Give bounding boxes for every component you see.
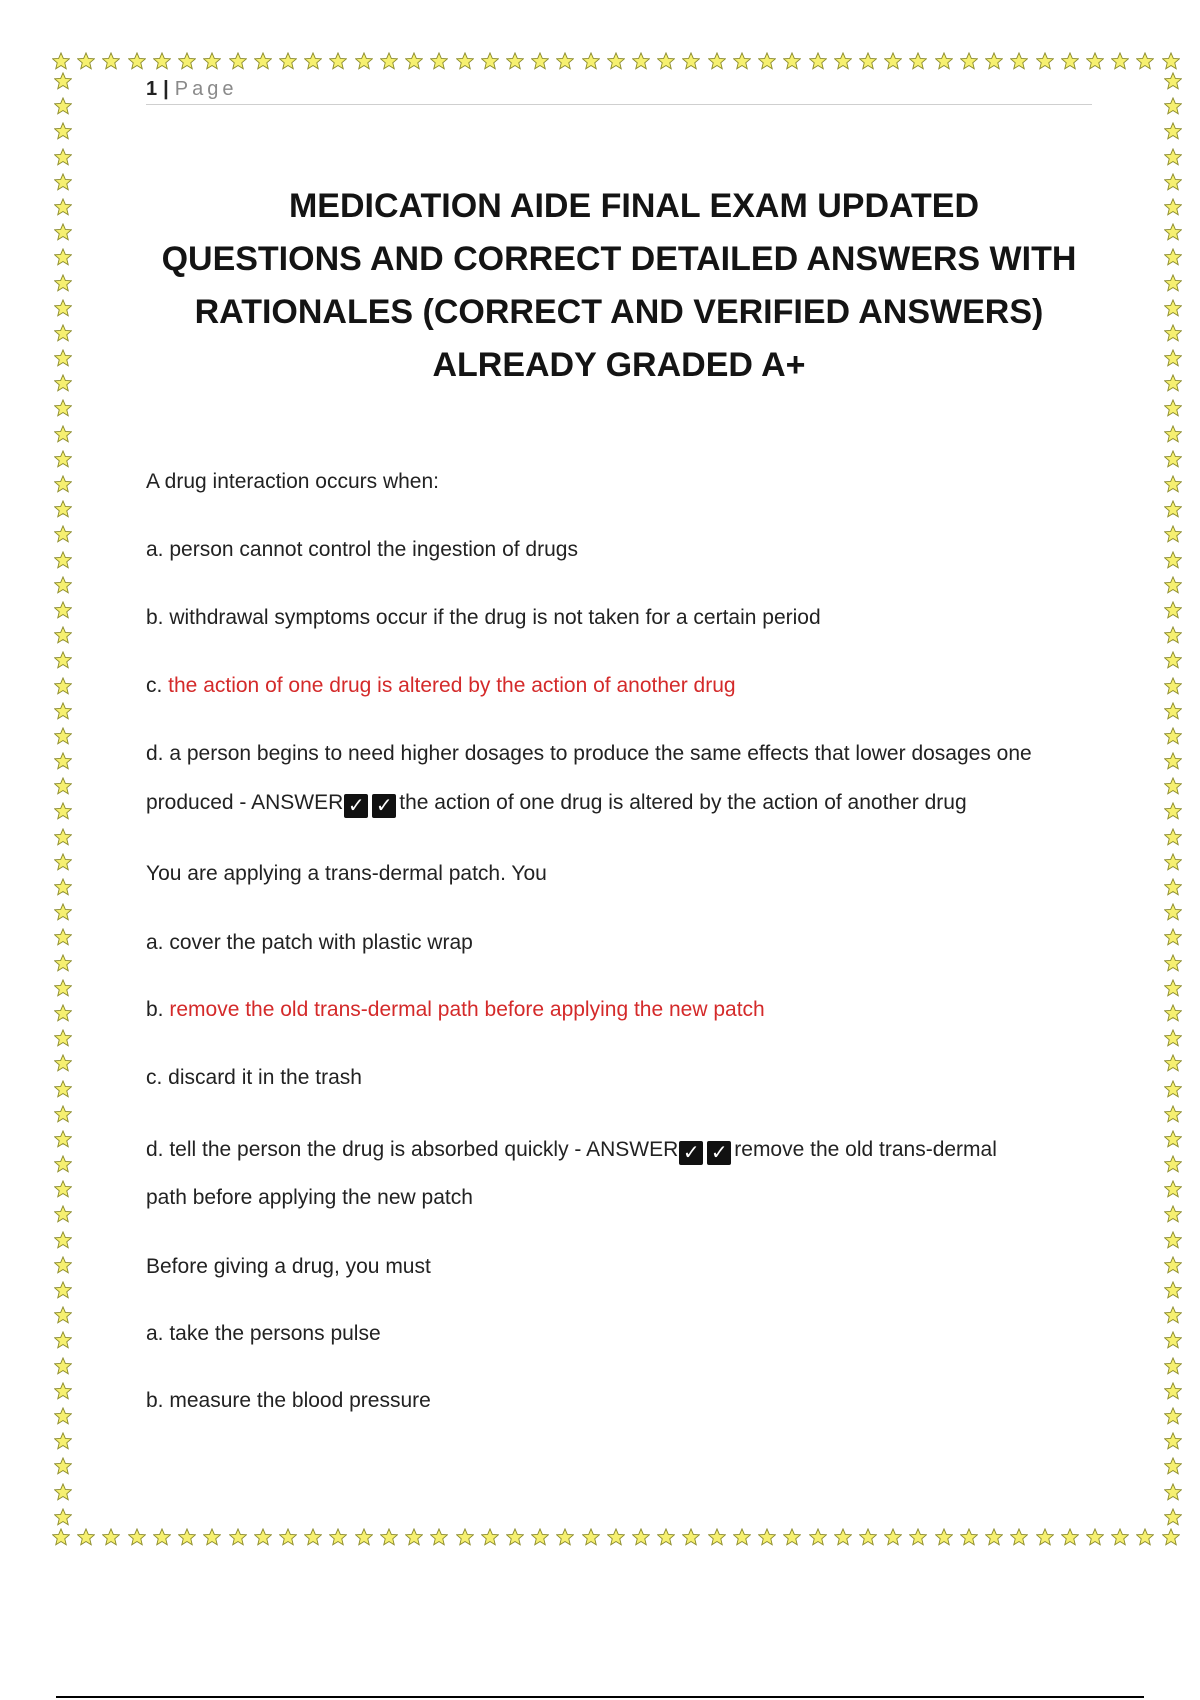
star-icon <box>54 702 72 720</box>
question-2-option-d <box>146 1126 1096 1174</box>
star-icon <box>859 52 877 70</box>
star-icon <box>582 52 600 70</box>
option-d-text: d. tell the person the drug is absorbed quickly - ANSWER <box>146 1138 679 1161</box>
star-icon <box>632 52 650 70</box>
star-icon <box>1164 399 1182 417</box>
star-icon <box>1164 979 1182 997</box>
star-icon <box>54 122 72 140</box>
star-icon <box>54 651 72 669</box>
star-icon <box>54 1080 72 1098</box>
star-icon <box>54 1483 72 1501</box>
star-icon <box>1164 677 1182 695</box>
page-bottom-rule <box>56 1696 1144 1698</box>
star-icon <box>355 1528 373 1546</box>
star-icon <box>54 1256 72 1274</box>
star-icon <box>1164 1306 1182 1324</box>
star-icon <box>1164 500 1182 518</box>
star-icon <box>329 1528 347 1546</box>
star-icon <box>1164 198 1182 216</box>
question-2-option-a: a. cover the patch with plastic wrap <box>146 931 473 954</box>
star-icon <box>1086 1528 1104 1546</box>
star-icon <box>178 52 196 70</box>
star-icon <box>1164 223 1182 241</box>
star-icon <box>1164 1382 1182 1400</box>
star-icon <box>54 475 72 493</box>
star-icon <box>1164 727 1182 745</box>
star-icon <box>54 626 72 644</box>
star-icon <box>1164 1155 1182 1173</box>
star-icon <box>607 1528 625 1546</box>
star-icon <box>809 1528 827 1546</box>
star-icon <box>102 1528 120 1546</box>
star-icon <box>1164 475 1182 493</box>
question-3-option-a: a. take the persons pulse <box>146 1322 381 1345</box>
page-separator: | <box>163 77 169 100</box>
title-line-1: MEDICATION AIDE FINAL EXAM UPDATED <box>288 187 980 225</box>
star-icon <box>1164 777 1182 795</box>
page-label: Page <box>174 77 238 100</box>
star-icon <box>733 52 751 70</box>
star-icon <box>54 551 72 569</box>
star-icon <box>1164 1432 1182 1450</box>
question-1-option-d: d. a person begins to need higher dosages to produce the same effects that lower dosages one <box>146 742 1032 765</box>
page-number: 1 <box>146 77 158 100</box>
star-icon <box>54 1231 72 1249</box>
star-icon <box>54 72 72 90</box>
star-icon <box>1164 1130 1182 1148</box>
star-icon <box>1136 52 1154 70</box>
star-icon <box>54 1306 72 1324</box>
question-3-option-b: b. measure the blood pressure <box>146 1389 431 1412</box>
star-icon <box>54 1357 72 1375</box>
star-icon <box>960 1528 978 1546</box>
option-prefix: b. <box>146 998 170 1021</box>
star-icon <box>54 248 72 266</box>
star-icon <box>54 601 72 619</box>
star-icon <box>1164 1357 1182 1375</box>
star-icon <box>682 1528 700 1546</box>
star-icon <box>54 802 72 820</box>
star-icon <box>54 1180 72 1198</box>
star-icon <box>1164 702 1182 720</box>
star-icon <box>279 52 297 70</box>
star-icon <box>607 52 625 70</box>
star-icon <box>54 324 72 342</box>
star-icon <box>1164 802 1182 820</box>
star-icon <box>54 1281 72 1299</box>
star-icon <box>834 1528 852 1546</box>
correct-option-text: the action of one drug is altered by the action of another drug <box>168 674 736 697</box>
star-icon <box>809 52 827 70</box>
star-icon <box>783 52 801 70</box>
question-1-option-b: b. withdrawal symptoms occur if the drug is not taken for a certain period <box>146 606 821 629</box>
star-icon <box>1164 1231 1182 1249</box>
star-icon <box>960 52 978 70</box>
star-icon <box>1164 576 1182 594</box>
checkmark-icon: ✓ <box>679 1141 703 1165</box>
star-icon <box>54 1105 72 1123</box>
star-icon <box>909 52 927 70</box>
star-icon <box>54 274 72 292</box>
star-icon <box>54 299 72 317</box>
star-icon <box>1164 525 1182 543</box>
answer-prefix: produced - ANSWER <box>146 791 344 814</box>
question-2-stem: You are applying a trans-dermal patch. You <box>146 862 547 885</box>
star-icon <box>1010 52 1028 70</box>
star-icon <box>1164 853 1182 871</box>
star-icon <box>54 425 72 443</box>
star-icon <box>682 52 700 70</box>
question-1-answer <box>146 779 1096 827</box>
star-icon <box>1164 601 1182 619</box>
star-icon <box>1164 752 1182 770</box>
star-icon <box>203 1528 221 1546</box>
star-icon <box>556 52 574 70</box>
star-border-right <box>1162 72 1184 1526</box>
star-icon <box>1164 1457 1182 1475</box>
star-icon <box>733 1528 751 1546</box>
option-prefix: c. <box>146 674 169 697</box>
title-line-3: RATIONALES (CORRECT AND VERIFIED ANSWERS) <box>194 293 1044 331</box>
star-border-top <box>52 50 1180 72</box>
star-icon <box>1164 1004 1182 1022</box>
star-icon <box>1164 878 1182 896</box>
star-icon <box>481 52 499 70</box>
star-icon <box>279 1528 297 1546</box>
answer-text: remove the old trans-dermal <box>734 1138 997 1161</box>
star-icon <box>582 1528 600 1546</box>
star-icon <box>54 374 72 392</box>
star-icon <box>1164 173 1182 191</box>
star-icon <box>909 1528 927 1546</box>
star-icon <box>935 1528 953 1546</box>
star-icon <box>1164 1281 1182 1299</box>
page-header <box>146 74 1092 105</box>
star-icon <box>254 52 272 70</box>
star-icon <box>203 52 221 70</box>
star-icon <box>102 52 120 70</box>
star-icon <box>1164 450 1182 468</box>
star-icon <box>1162 1528 1180 1546</box>
star-icon <box>54 853 72 871</box>
star-icon <box>229 52 247 70</box>
star-icon <box>1164 1029 1182 1047</box>
star-icon <box>405 52 423 70</box>
star-icon <box>54 1029 72 1047</box>
correct-option-text: remove the old trans-dermal path before applying the new patch <box>169 998 765 1021</box>
star-icon <box>54 1130 72 1148</box>
star-icon <box>1164 425 1182 443</box>
star-icon <box>1164 1331 1182 1349</box>
star-icon <box>54 198 72 216</box>
star-icon <box>54 1205 72 1223</box>
star-icon <box>1164 349 1182 367</box>
star-icon <box>1164 122 1182 140</box>
star-icon <box>1164 1205 1182 1223</box>
star-icon <box>834 52 852 70</box>
star-icon <box>1164 1483 1182 1501</box>
star-icon <box>1164 299 1182 317</box>
question-1-stem: A drug interaction occurs when: <box>146 470 439 493</box>
star-icon <box>153 1528 171 1546</box>
star-icon <box>54 979 72 997</box>
star-icon <box>1164 551 1182 569</box>
star-icon <box>355 52 373 70</box>
star-icon <box>52 52 70 70</box>
checkmark-icon: ✓ <box>372 794 396 818</box>
star-icon <box>456 1528 474 1546</box>
question-1-option-c <box>146 662 1096 710</box>
star-icon <box>1061 1528 1079 1546</box>
star-icon <box>54 1331 72 1349</box>
star-icon <box>1136 1528 1154 1546</box>
star-icon <box>54 1407 72 1425</box>
star-icon <box>54 1508 72 1526</box>
checkmark-icon: ✓ <box>344 794 368 818</box>
answer-text: the action of one drug is altered by the action of another drug <box>399 791 967 814</box>
star-icon <box>54 450 72 468</box>
star-icon <box>54 752 72 770</box>
star-icon <box>1164 1105 1182 1123</box>
star-icon <box>52 1528 70 1546</box>
star-icon <box>1164 954 1182 972</box>
star-icon <box>758 52 776 70</box>
star-border-bottom <box>52 1526 1180 1548</box>
star-icon <box>657 52 675 70</box>
star-icon <box>1164 903 1182 921</box>
star-icon <box>1164 1256 1182 1274</box>
star-icon <box>229 1528 247 1546</box>
star-icon <box>54 525 72 543</box>
star-icon <box>1164 651 1182 669</box>
star-icon <box>1164 928 1182 946</box>
star-icon <box>77 1528 95 1546</box>
star-icon <box>54 1155 72 1173</box>
star-icon <box>1086 52 1104 70</box>
star-icon <box>1111 1528 1129 1546</box>
star-icon <box>935 52 953 70</box>
star-icon <box>1164 97 1182 115</box>
star-icon <box>1111 52 1129 70</box>
star-icon <box>304 52 322 70</box>
star-icon <box>481 1528 499 1546</box>
question-1-option-a: a. person cannot control the ingestion of drugs <box>146 538 578 561</box>
star-icon <box>708 1528 726 1546</box>
star-icon <box>884 1528 902 1546</box>
star-icon <box>1164 374 1182 392</box>
star-icon <box>254 1528 272 1546</box>
star-icon <box>506 1528 524 1546</box>
star-icon <box>1036 52 1054 70</box>
star-icon <box>1164 274 1182 292</box>
star-icon <box>54 399 72 417</box>
star-icon <box>985 1528 1003 1546</box>
star-icon <box>380 52 398 70</box>
star-icon <box>54 1432 72 1450</box>
title-line-4: ALREADY GRADED A+ <box>432 346 806 384</box>
title-line-2: QUESTIONS AND CORRECT DETAILED ANSWERS WITH <box>161 240 1077 278</box>
star-icon <box>54 878 72 896</box>
star-icon <box>506 52 524 70</box>
star-icon <box>1164 828 1182 846</box>
star-icon <box>380 1528 398 1546</box>
star-icon <box>54 576 72 594</box>
star-icon <box>54 148 72 166</box>
star-icon <box>54 1054 72 1072</box>
star-icon <box>430 52 448 70</box>
star-icon <box>632 1528 650 1546</box>
star-icon <box>54 677 72 695</box>
star-icon <box>1164 1080 1182 1098</box>
star-icon <box>54 97 72 115</box>
star-icon <box>783 1528 801 1546</box>
star-icon <box>54 1457 72 1475</box>
star-icon <box>556 1528 574 1546</box>
star-icon <box>1061 52 1079 70</box>
star-icon <box>884 52 902 70</box>
star-icon <box>1164 1180 1182 1198</box>
star-icon <box>1164 148 1182 166</box>
star-icon <box>1164 248 1182 266</box>
star-icon <box>405 1528 423 1546</box>
question-2-option-b <box>146 986 1096 1034</box>
star-icon <box>54 173 72 191</box>
star-icon <box>1164 324 1182 342</box>
star-icon <box>1164 626 1182 644</box>
star-icon <box>329 52 347 70</box>
document-title <box>146 180 1092 392</box>
star-icon <box>758 1528 776 1546</box>
star-icon <box>859 1528 877 1546</box>
star-icon <box>1164 1508 1182 1526</box>
star-icon <box>77 52 95 70</box>
star-icon <box>54 1004 72 1022</box>
star-icon <box>54 903 72 921</box>
star-icon <box>153 52 171 70</box>
star-icon <box>708 52 726 70</box>
star-icon <box>1164 1407 1182 1425</box>
star-icon <box>657 1528 675 1546</box>
star-icon <box>1164 1054 1182 1072</box>
star-icon <box>54 954 72 972</box>
checkmark-icon: ✓ <box>707 1141 731 1165</box>
star-icon <box>54 727 72 745</box>
star-icon <box>54 1382 72 1400</box>
question-2-answer-continued: path before applying the new patch <box>146 1186 473 1209</box>
star-icon <box>128 1528 146 1546</box>
star-icon <box>54 777 72 795</box>
star-icon <box>1164 72 1182 90</box>
star-icon <box>54 928 72 946</box>
star-icon <box>456 52 474 70</box>
star-icon <box>54 500 72 518</box>
star-icon <box>178 1528 196 1546</box>
star-icon <box>54 828 72 846</box>
question-3-stem: Before giving a drug, you must <box>146 1255 431 1278</box>
star-icon <box>1162 52 1180 70</box>
star-icon <box>1010 1528 1028 1546</box>
star-icon <box>54 223 72 241</box>
star-icon <box>430 1528 448 1546</box>
star-icon <box>54 349 72 367</box>
question-2-option-c: c. discard it in the trash <box>146 1066 362 1089</box>
star-icon <box>531 1528 549 1546</box>
star-border-left <box>52 72 74 1526</box>
star-icon <box>531 52 549 70</box>
star-icon <box>985 52 1003 70</box>
star-icon <box>1036 1528 1054 1546</box>
star-icon <box>304 1528 322 1546</box>
star-icon <box>128 52 146 70</box>
